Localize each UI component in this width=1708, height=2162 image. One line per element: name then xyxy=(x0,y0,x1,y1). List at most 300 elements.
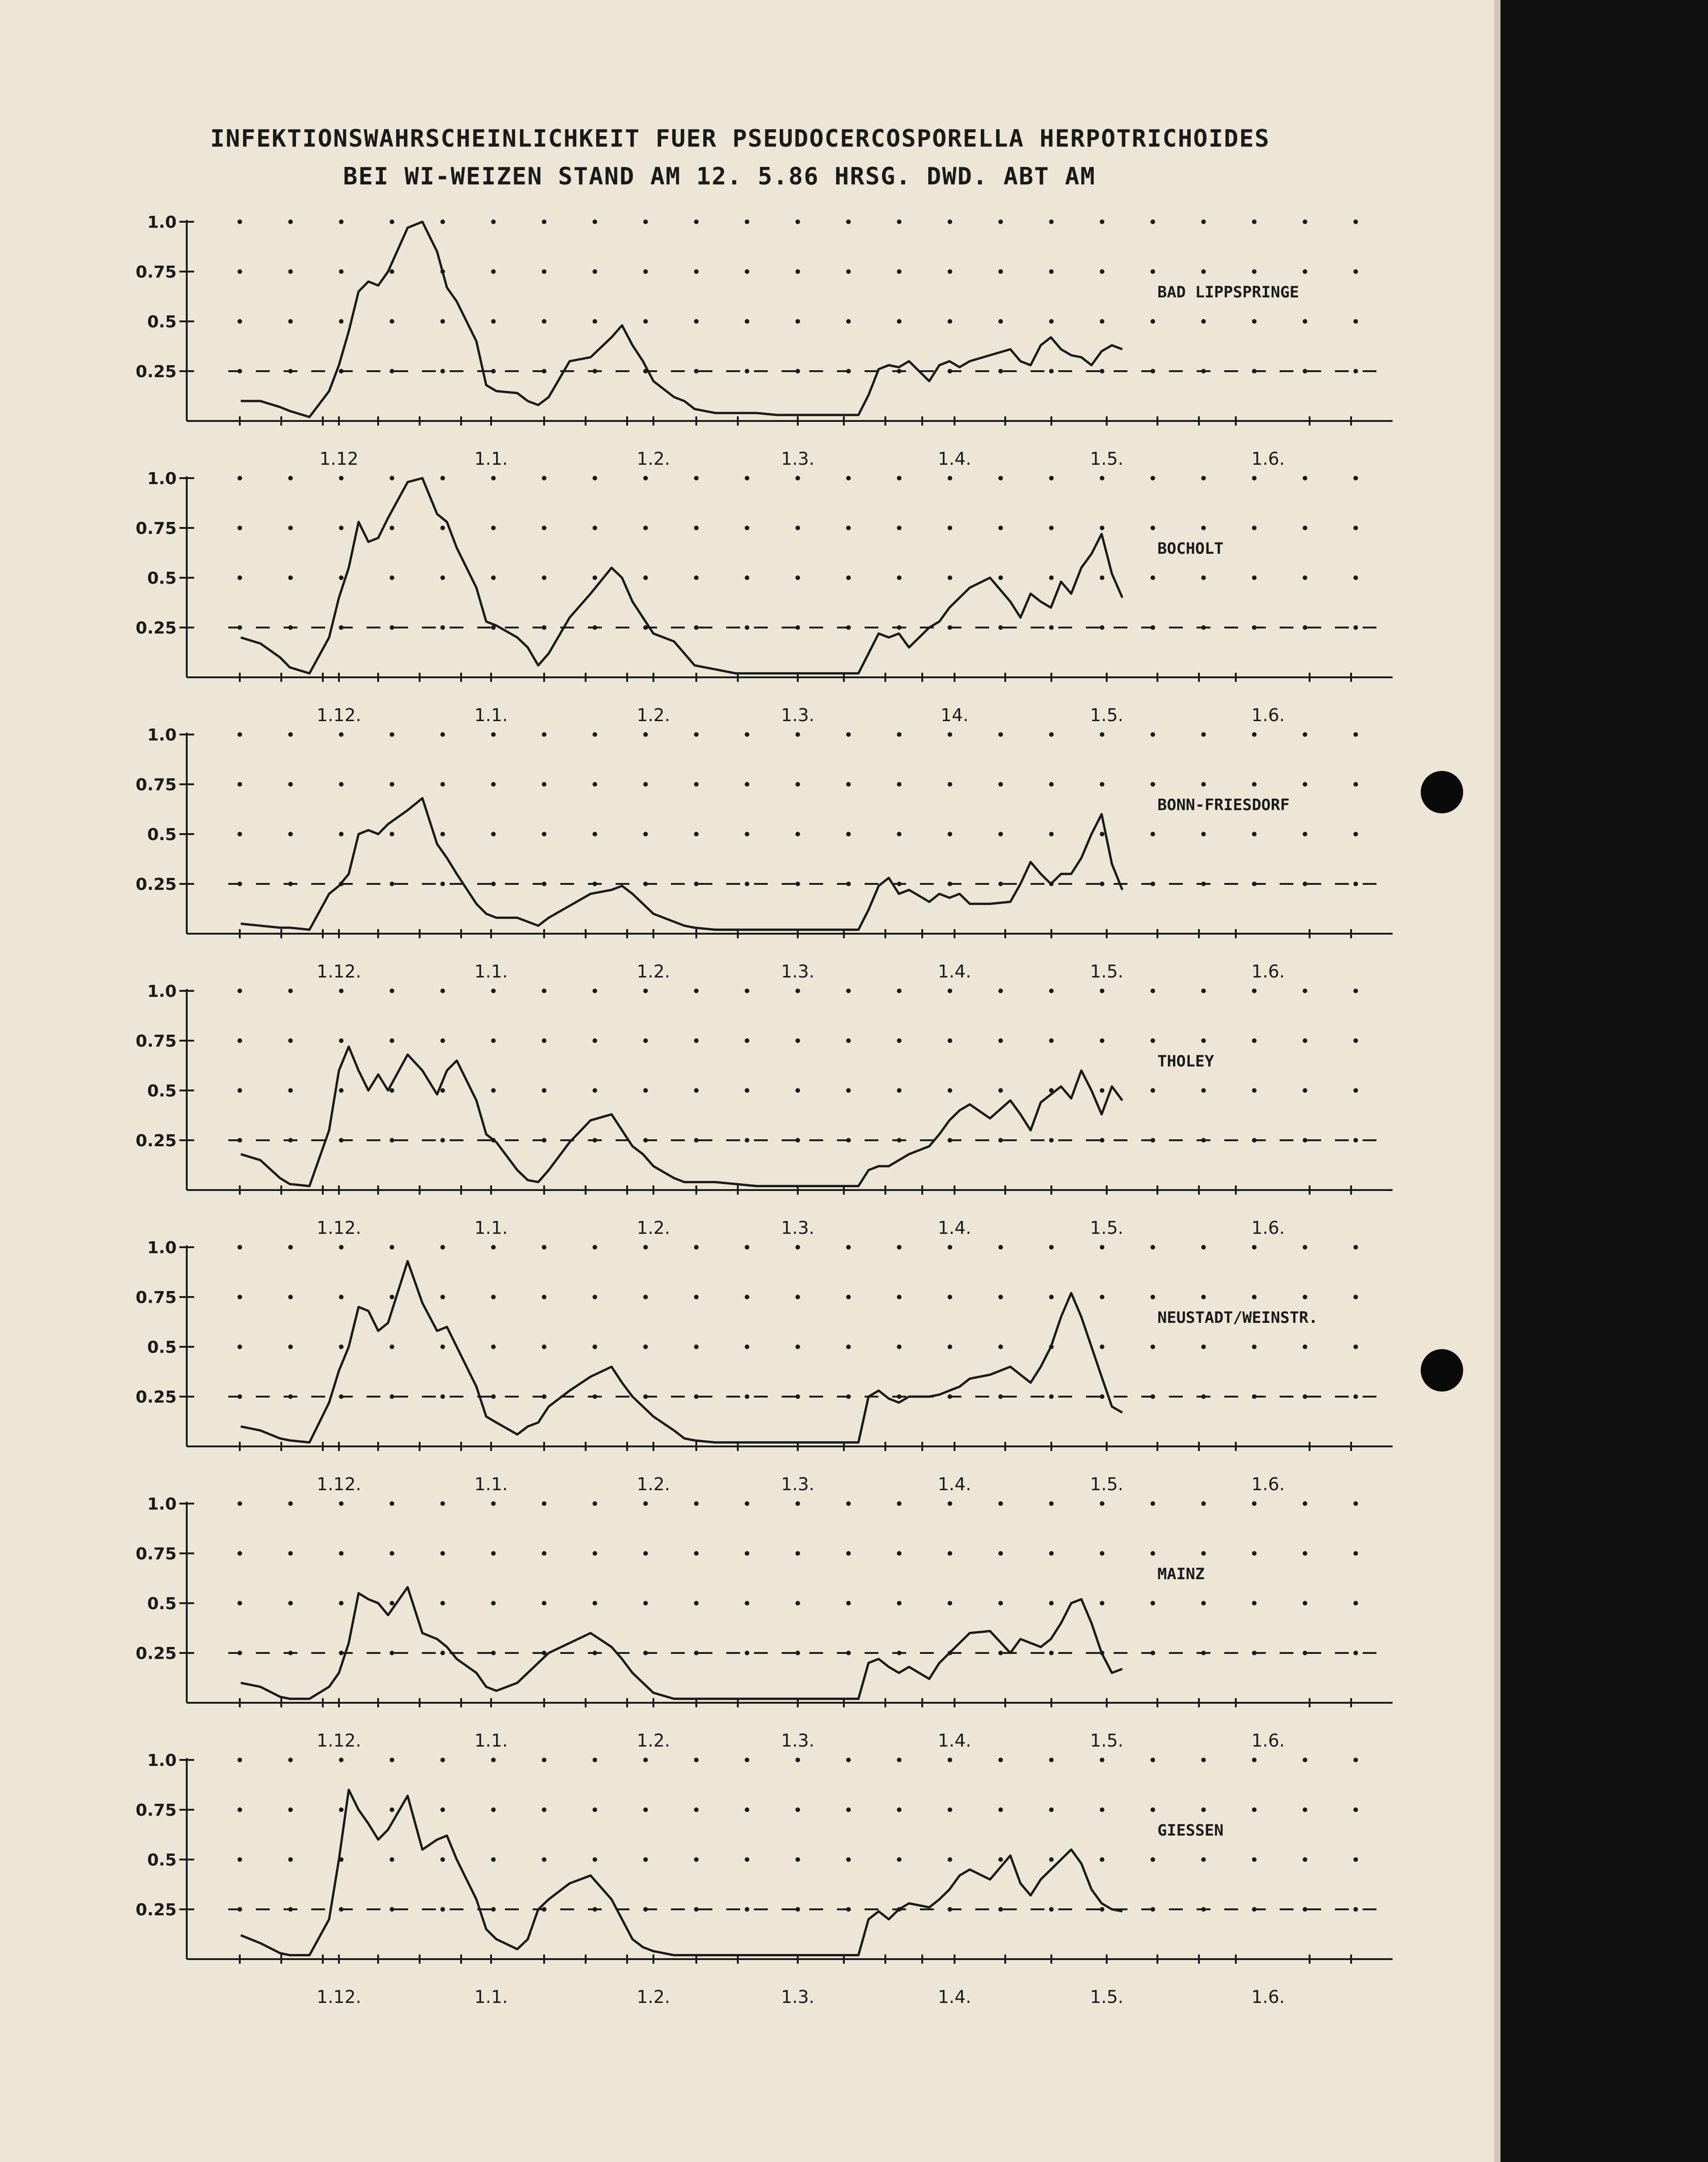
grid-dot xyxy=(1049,625,1054,630)
x-tick-label: 1.12. xyxy=(316,961,362,982)
grid-dot xyxy=(897,1088,901,1093)
grid-dot xyxy=(1049,1551,1054,1556)
grid-dot xyxy=(1303,989,1307,993)
grid-dot xyxy=(593,1295,597,1299)
grid-dot xyxy=(288,989,293,993)
grid-dot xyxy=(745,1245,749,1250)
grid-dot xyxy=(694,1345,699,1349)
grid-dot xyxy=(1353,1807,1358,1812)
grid-dot xyxy=(1303,782,1307,787)
grid-dot xyxy=(745,1088,749,1093)
grid-dot xyxy=(846,989,851,993)
grid-dot xyxy=(1353,319,1358,324)
grid-dot xyxy=(288,1038,293,1043)
x-tick-label: 1.3. xyxy=(781,705,815,725)
grid-dot xyxy=(1201,1088,1206,1093)
grid-dot xyxy=(998,1038,1003,1043)
x-tick-label: 1.1. xyxy=(474,1474,508,1494)
x-tick-label: 1.4. xyxy=(937,1730,972,1751)
x-tick-label: 1.6. xyxy=(1251,705,1285,725)
grid-dot xyxy=(846,1295,851,1299)
grid-dot xyxy=(288,1245,293,1250)
station-label: GIESSEN xyxy=(1157,1821,1224,1840)
grid-dot xyxy=(745,476,749,480)
grid-dot xyxy=(390,1907,394,1912)
grid-dot xyxy=(339,1758,344,1762)
grid-dot xyxy=(795,1807,800,1812)
grid-dot xyxy=(1049,1501,1054,1506)
grid-dot xyxy=(288,1807,293,1812)
grid-dot xyxy=(795,1857,800,1862)
x-tick-label: 1.2. xyxy=(636,705,670,725)
grid-dot xyxy=(1303,476,1307,480)
chart-panel xyxy=(136,982,1393,1238)
grid-dot xyxy=(390,476,394,480)
grid-dot xyxy=(694,1857,699,1862)
grid-dot xyxy=(694,1651,699,1655)
y-tick-label: 0.75 xyxy=(136,519,177,538)
grid-dot xyxy=(339,1038,344,1043)
x-tick-label: 1.4. xyxy=(937,449,972,469)
grid-dot xyxy=(339,575,344,580)
grid-dot xyxy=(1303,319,1307,324)
grid-dot xyxy=(1049,1758,1054,1762)
grid-dot xyxy=(948,782,952,787)
grid-dot xyxy=(846,782,851,787)
grid-dot xyxy=(1100,219,1104,224)
grid-dot xyxy=(390,319,394,324)
grid-dot xyxy=(390,369,394,373)
grid-dot xyxy=(846,575,851,580)
grid-dot xyxy=(440,1551,445,1556)
grid-dot xyxy=(339,1345,344,1349)
grid-dot xyxy=(694,1245,699,1250)
chart-panel xyxy=(136,1751,1393,2007)
x-tick-label: 1.12. xyxy=(316,1730,362,1751)
grid-dot xyxy=(1201,1551,1206,1556)
grid-dot xyxy=(948,989,952,993)
grid-dot xyxy=(390,219,394,224)
grid-dot xyxy=(846,1038,851,1043)
chart-panels xyxy=(136,213,1393,2007)
grid-dot xyxy=(1100,1245,1104,1250)
grid-dot xyxy=(694,1038,699,1043)
x-tick-label: 1.1. xyxy=(474,449,508,469)
grid-dot xyxy=(339,219,344,224)
grid-dot xyxy=(1252,1088,1257,1093)
grid-dot xyxy=(237,1601,242,1605)
grid-dot xyxy=(1252,319,1257,324)
grid-dot xyxy=(237,989,242,993)
grid-dot xyxy=(491,1907,496,1912)
grid-dot xyxy=(491,219,496,224)
grid-dot xyxy=(440,1088,445,1093)
grid-dot xyxy=(440,1038,445,1043)
grid-dot xyxy=(998,1907,1003,1912)
y-tick-label: 0.25 xyxy=(136,1131,177,1150)
grid-dot xyxy=(542,1038,546,1043)
grid-dot xyxy=(795,1758,800,1762)
grid-dot xyxy=(288,1295,293,1299)
grid-dot xyxy=(897,319,901,324)
grid-dot xyxy=(745,1501,749,1506)
grid-dot xyxy=(288,1345,293,1349)
grid-dot xyxy=(1252,1295,1257,1299)
grid-dot xyxy=(1100,1088,1104,1093)
station-label: THOLEY xyxy=(1157,1052,1214,1071)
station-label: NEUSTADT/WEINSTR. xyxy=(1157,1309,1318,1327)
grid-dot xyxy=(1049,219,1054,224)
grid-dot xyxy=(1252,1501,1257,1506)
grid-dot xyxy=(643,1088,648,1093)
grid-dot xyxy=(694,526,699,530)
x-tick-label: 1.1. xyxy=(474,1730,508,1751)
grid-dot xyxy=(998,1088,1003,1093)
grid-dot xyxy=(1201,219,1206,224)
x-tick-label: 1.5. xyxy=(1090,1474,1124,1494)
grid-dot xyxy=(694,1394,699,1399)
grid-dot xyxy=(846,269,851,274)
grid-dot xyxy=(542,832,546,836)
grid-dot xyxy=(1303,369,1307,373)
grid-dot xyxy=(440,832,445,836)
grid-dot xyxy=(491,1345,496,1349)
grid-dot xyxy=(694,625,699,630)
grid-dot xyxy=(1100,1345,1104,1349)
grid-dot xyxy=(998,882,1003,886)
grid-dot xyxy=(542,476,546,480)
grid-dot xyxy=(1303,1907,1307,1912)
grid-dot xyxy=(1252,269,1257,274)
grid-dot xyxy=(643,476,648,480)
grid-dot xyxy=(237,319,242,324)
grid-dot xyxy=(1100,1758,1104,1762)
y-tick-label: 0.75 xyxy=(136,263,177,282)
grid-dot xyxy=(1303,1345,1307,1349)
grid-dot xyxy=(288,1857,293,1862)
grid-dot xyxy=(846,1857,851,1862)
grid-dot xyxy=(998,1807,1003,1812)
y-tick-label: 0.5 xyxy=(147,1851,177,1870)
grid-dot xyxy=(1252,526,1257,530)
grid-dot xyxy=(390,1807,394,1812)
grid-dot xyxy=(643,782,648,787)
grid-dot xyxy=(745,526,749,530)
grid-dot xyxy=(1303,625,1307,630)
x-tick-label: 1.12. xyxy=(316,1218,362,1238)
y-tick-label: 0.5 xyxy=(147,1338,177,1357)
x-tick-label: 1.3. xyxy=(781,1474,815,1494)
grid-dot xyxy=(948,219,952,224)
grid-dot xyxy=(643,732,648,737)
grid-dot xyxy=(846,1758,851,1762)
grid-dot xyxy=(1353,1501,1358,1506)
grid-dot xyxy=(1353,832,1358,836)
grid-dot xyxy=(998,526,1003,530)
grid-dot xyxy=(542,732,546,737)
station-label: MAINZ xyxy=(1157,1565,1205,1584)
grid-dot xyxy=(1151,575,1155,580)
grid-dot xyxy=(491,1394,496,1399)
x-tick-label: 1.3. xyxy=(781,961,815,982)
grid-dot xyxy=(542,989,546,993)
y-tick-label: 0.5 xyxy=(147,569,177,588)
grid-dot xyxy=(998,625,1003,630)
grid-dot xyxy=(643,989,648,993)
grid-dot xyxy=(237,1245,242,1250)
grid-dot xyxy=(288,1088,293,1093)
series-line xyxy=(241,222,1122,417)
grid-dot xyxy=(1353,989,1358,993)
grid-dot xyxy=(593,1601,597,1605)
grid-dot xyxy=(1100,1551,1104,1556)
grid-dot xyxy=(643,1551,648,1556)
grid-dot xyxy=(846,526,851,530)
chart-title-line-2: BEI WI-WEIZEN STAND AM 12. 5.86 HRSG. DWD. ABT AM xyxy=(343,163,1096,190)
grid-dot xyxy=(542,219,546,224)
grid-dot xyxy=(1353,1245,1358,1250)
grid-dot xyxy=(897,269,901,274)
grid-dot xyxy=(1353,1601,1358,1605)
grid-dot xyxy=(795,625,800,630)
grid-dot xyxy=(542,1345,546,1349)
grid-dot xyxy=(288,732,293,737)
grid-dot xyxy=(1252,1038,1257,1043)
grid-dot xyxy=(440,732,445,737)
grid-dot xyxy=(745,1038,749,1043)
grid-dot xyxy=(1201,1807,1206,1812)
grid-dot xyxy=(694,782,699,787)
grid-dot xyxy=(593,1857,597,1862)
grid-dot xyxy=(542,1601,546,1605)
grid-dot xyxy=(339,269,344,274)
grid-dot xyxy=(593,219,597,224)
grid-dot xyxy=(948,1501,952,1506)
x-tick-label: 1.2. xyxy=(636,449,670,469)
grid-dot xyxy=(1201,319,1206,324)
grid-dot xyxy=(339,1295,344,1299)
grid-dot xyxy=(440,1857,445,1862)
grid-dot xyxy=(1353,1038,1358,1043)
grid-dot xyxy=(795,1501,800,1506)
grid-dot xyxy=(440,1807,445,1812)
grid-dot xyxy=(897,476,901,480)
grid-dot xyxy=(643,219,648,224)
x-tick-label: 1.2. xyxy=(636,1474,670,1494)
grid-dot xyxy=(1100,832,1104,836)
series-line xyxy=(241,1261,1122,1442)
grid-dot xyxy=(390,1551,394,1556)
grid-dot xyxy=(1100,1295,1104,1299)
grid-dot xyxy=(897,1295,901,1299)
grid-dot xyxy=(998,1394,1003,1399)
grid-dot xyxy=(1151,219,1155,224)
grid-dot xyxy=(339,1807,344,1812)
grid-dot xyxy=(339,526,344,530)
grid-dot xyxy=(491,1807,496,1812)
grid-dot xyxy=(1252,1345,1257,1349)
grid-dot xyxy=(593,1501,597,1506)
y-tick-label: 0.5 xyxy=(147,825,177,844)
grid-dot xyxy=(795,526,800,530)
grid-dot xyxy=(491,369,496,373)
grid-dot xyxy=(1303,1038,1307,1043)
grid-dot xyxy=(593,1345,597,1349)
grid-dot xyxy=(1353,782,1358,787)
grid-dot xyxy=(593,1551,597,1556)
grid-dot xyxy=(1252,1245,1257,1250)
grid-dot xyxy=(1049,526,1054,530)
grid-dot xyxy=(948,1038,952,1043)
grid-dot xyxy=(390,732,394,737)
y-tick-label: 0.5 xyxy=(147,1082,177,1101)
grid-dot xyxy=(593,319,597,324)
grid-dot xyxy=(288,269,293,274)
x-tick-label: 1.6. xyxy=(1251,961,1285,982)
grid-dot xyxy=(1353,1345,1358,1349)
grid-dot xyxy=(1049,476,1054,480)
grid-dot xyxy=(1353,269,1358,274)
grid-dot xyxy=(1303,526,1307,530)
grid-dot xyxy=(1151,1345,1155,1349)
y-tick-label: 0.5 xyxy=(147,1594,177,1613)
y-tick-label: 1.0 xyxy=(147,982,177,1001)
x-tick-label: 1.2. xyxy=(636,1730,670,1751)
grid-dot xyxy=(1201,1501,1206,1506)
grid-dot xyxy=(643,1038,648,1043)
grid-dot xyxy=(1151,1038,1155,1043)
grid-dot xyxy=(1303,1857,1307,1862)
grid-dot xyxy=(1201,1758,1206,1762)
grid-dot xyxy=(694,1758,699,1762)
grid-dot xyxy=(948,1551,952,1556)
y-tick-label: 0.75 xyxy=(136,1545,177,1564)
grid-dot xyxy=(1303,219,1307,224)
grid-dot xyxy=(948,476,952,480)
grid-dot xyxy=(745,1345,749,1349)
grid-dot xyxy=(542,1857,546,1862)
grid-dot xyxy=(390,1295,394,1299)
grid-dot xyxy=(1100,526,1104,530)
x-tick-label: 1.5. xyxy=(1090,1218,1124,1238)
grid-dot xyxy=(897,1857,901,1862)
grid-dot xyxy=(897,1601,901,1605)
grid-dot xyxy=(542,1807,546,1812)
grid-dot xyxy=(542,575,546,580)
grid-dot xyxy=(1151,1088,1155,1093)
y-tick-label: 0.25 xyxy=(136,1901,177,1919)
grid-dot xyxy=(339,782,344,787)
grid-dot xyxy=(643,1857,648,1862)
grid-dot xyxy=(998,989,1003,993)
series-line xyxy=(241,478,1122,673)
y-tick-label: 1.0 xyxy=(147,213,177,232)
grid-dot xyxy=(1151,1501,1155,1506)
grid-dot xyxy=(694,1501,699,1506)
grid-dot xyxy=(1151,989,1155,993)
series-line xyxy=(241,1587,1122,1699)
grid-dot xyxy=(897,1038,901,1043)
x-tick-label: 1.12. xyxy=(316,1474,362,1494)
grid-dot xyxy=(542,1295,546,1299)
grid-dot xyxy=(491,1601,496,1605)
grid-dot xyxy=(948,1245,952,1250)
grid-dot xyxy=(339,1088,344,1093)
grid-dot xyxy=(491,1551,496,1556)
y-tick-label: 0.25 xyxy=(136,362,177,381)
grid-dot xyxy=(745,625,749,630)
grid-dot xyxy=(1303,832,1307,836)
grid-dot xyxy=(440,1758,445,1762)
grid-dot xyxy=(694,1807,699,1812)
grid-dot xyxy=(795,319,800,324)
grid-dot xyxy=(1303,269,1307,274)
grid-dot xyxy=(998,782,1003,787)
grid-dot xyxy=(694,1601,699,1605)
grid-dot xyxy=(897,1551,901,1556)
x-tick-label: 1.6. xyxy=(1251,1730,1285,1751)
grid-dot xyxy=(897,832,901,836)
grid-dot xyxy=(998,1551,1003,1556)
grid-dot xyxy=(440,989,445,993)
grid-dot xyxy=(1252,1551,1257,1556)
grid-dot xyxy=(1353,476,1358,480)
grid-dot xyxy=(846,319,851,324)
chart-panel xyxy=(136,726,1393,982)
grid-dot xyxy=(948,832,952,836)
x-tick-label: 1.5. xyxy=(1090,961,1124,982)
grid-dot xyxy=(846,1551,851,1556)
grid-dot xyxy=(1353,369,1358,373)
grid-dot xyxy=(1252,782,1257,787)
x-tick-label: 1.3. xyxy=(781,1987,815,2007)
grid-dot xyxy=(1252,476,1257,480)
grid-dot xyxy=(998,1295,1003,1299)
grid-dot xyxy=(795,269,800,274)
grid-dot xyxy=(795,1245,800,1250)
grid-dot xyxy=(745,989,749,993)
grid-dot xyxy=(643,269,648,274)
grid-dot xyxy=(1151,1807,1155,1812)
grid-dot xyxy=(1201,1038,1206,1043)
grid-dot xyxy=(593,1038,597,1043)
grid-dot xyxy=(440,1394,445,1399)
grid-dot xyxy=(1201,1295,1206,1299)
x-tick-label: 1.5. xyxy=(1090,705,1124,725)
grid-dot xyxy=(440,1245,445,1250)
x-tick-label: 1.6. xyxy=(1251,1218,1285,1238)
grid-dot xyxy=(1201,476,1206,480)
grid-dot xyxy=(339,1551,344,1556)
grid-dot xyxy=(288,476,293,480)
grid-dot xyxy=(339,1601,344,1605)
grid-dot xyxy=(998,369,1003,373)
grid-dot xyxy=(1201,526,1206,530)
grid-dot xyxy=(897,526,901,530)
grid-dot xyxy=(897,732,901,737)
grid-dot xyxy=(795,369,800,373)
grid-dot xyxy=(542,1551,546,1556)
grid-dot xyxy=(1353,1088,1358,1093)
grid-dot xyxy=(795,1038,800,1043)
grid-dot xyxy=(1100,1907,1104,1912)
x-tick-label: 1.12 xyxy=(319,449,359,469)
x-tick-label: 1.6. xyxy=(1251,1474,1285,1494)
grid-dot xyxy=(745,1758,749,1762)
grid-dot xyxy=(745,369,749,373)
grid-dot xyxy=(1303,1138,1307,1143)
grid-dot xyxy=(390,1245,394,1250)
